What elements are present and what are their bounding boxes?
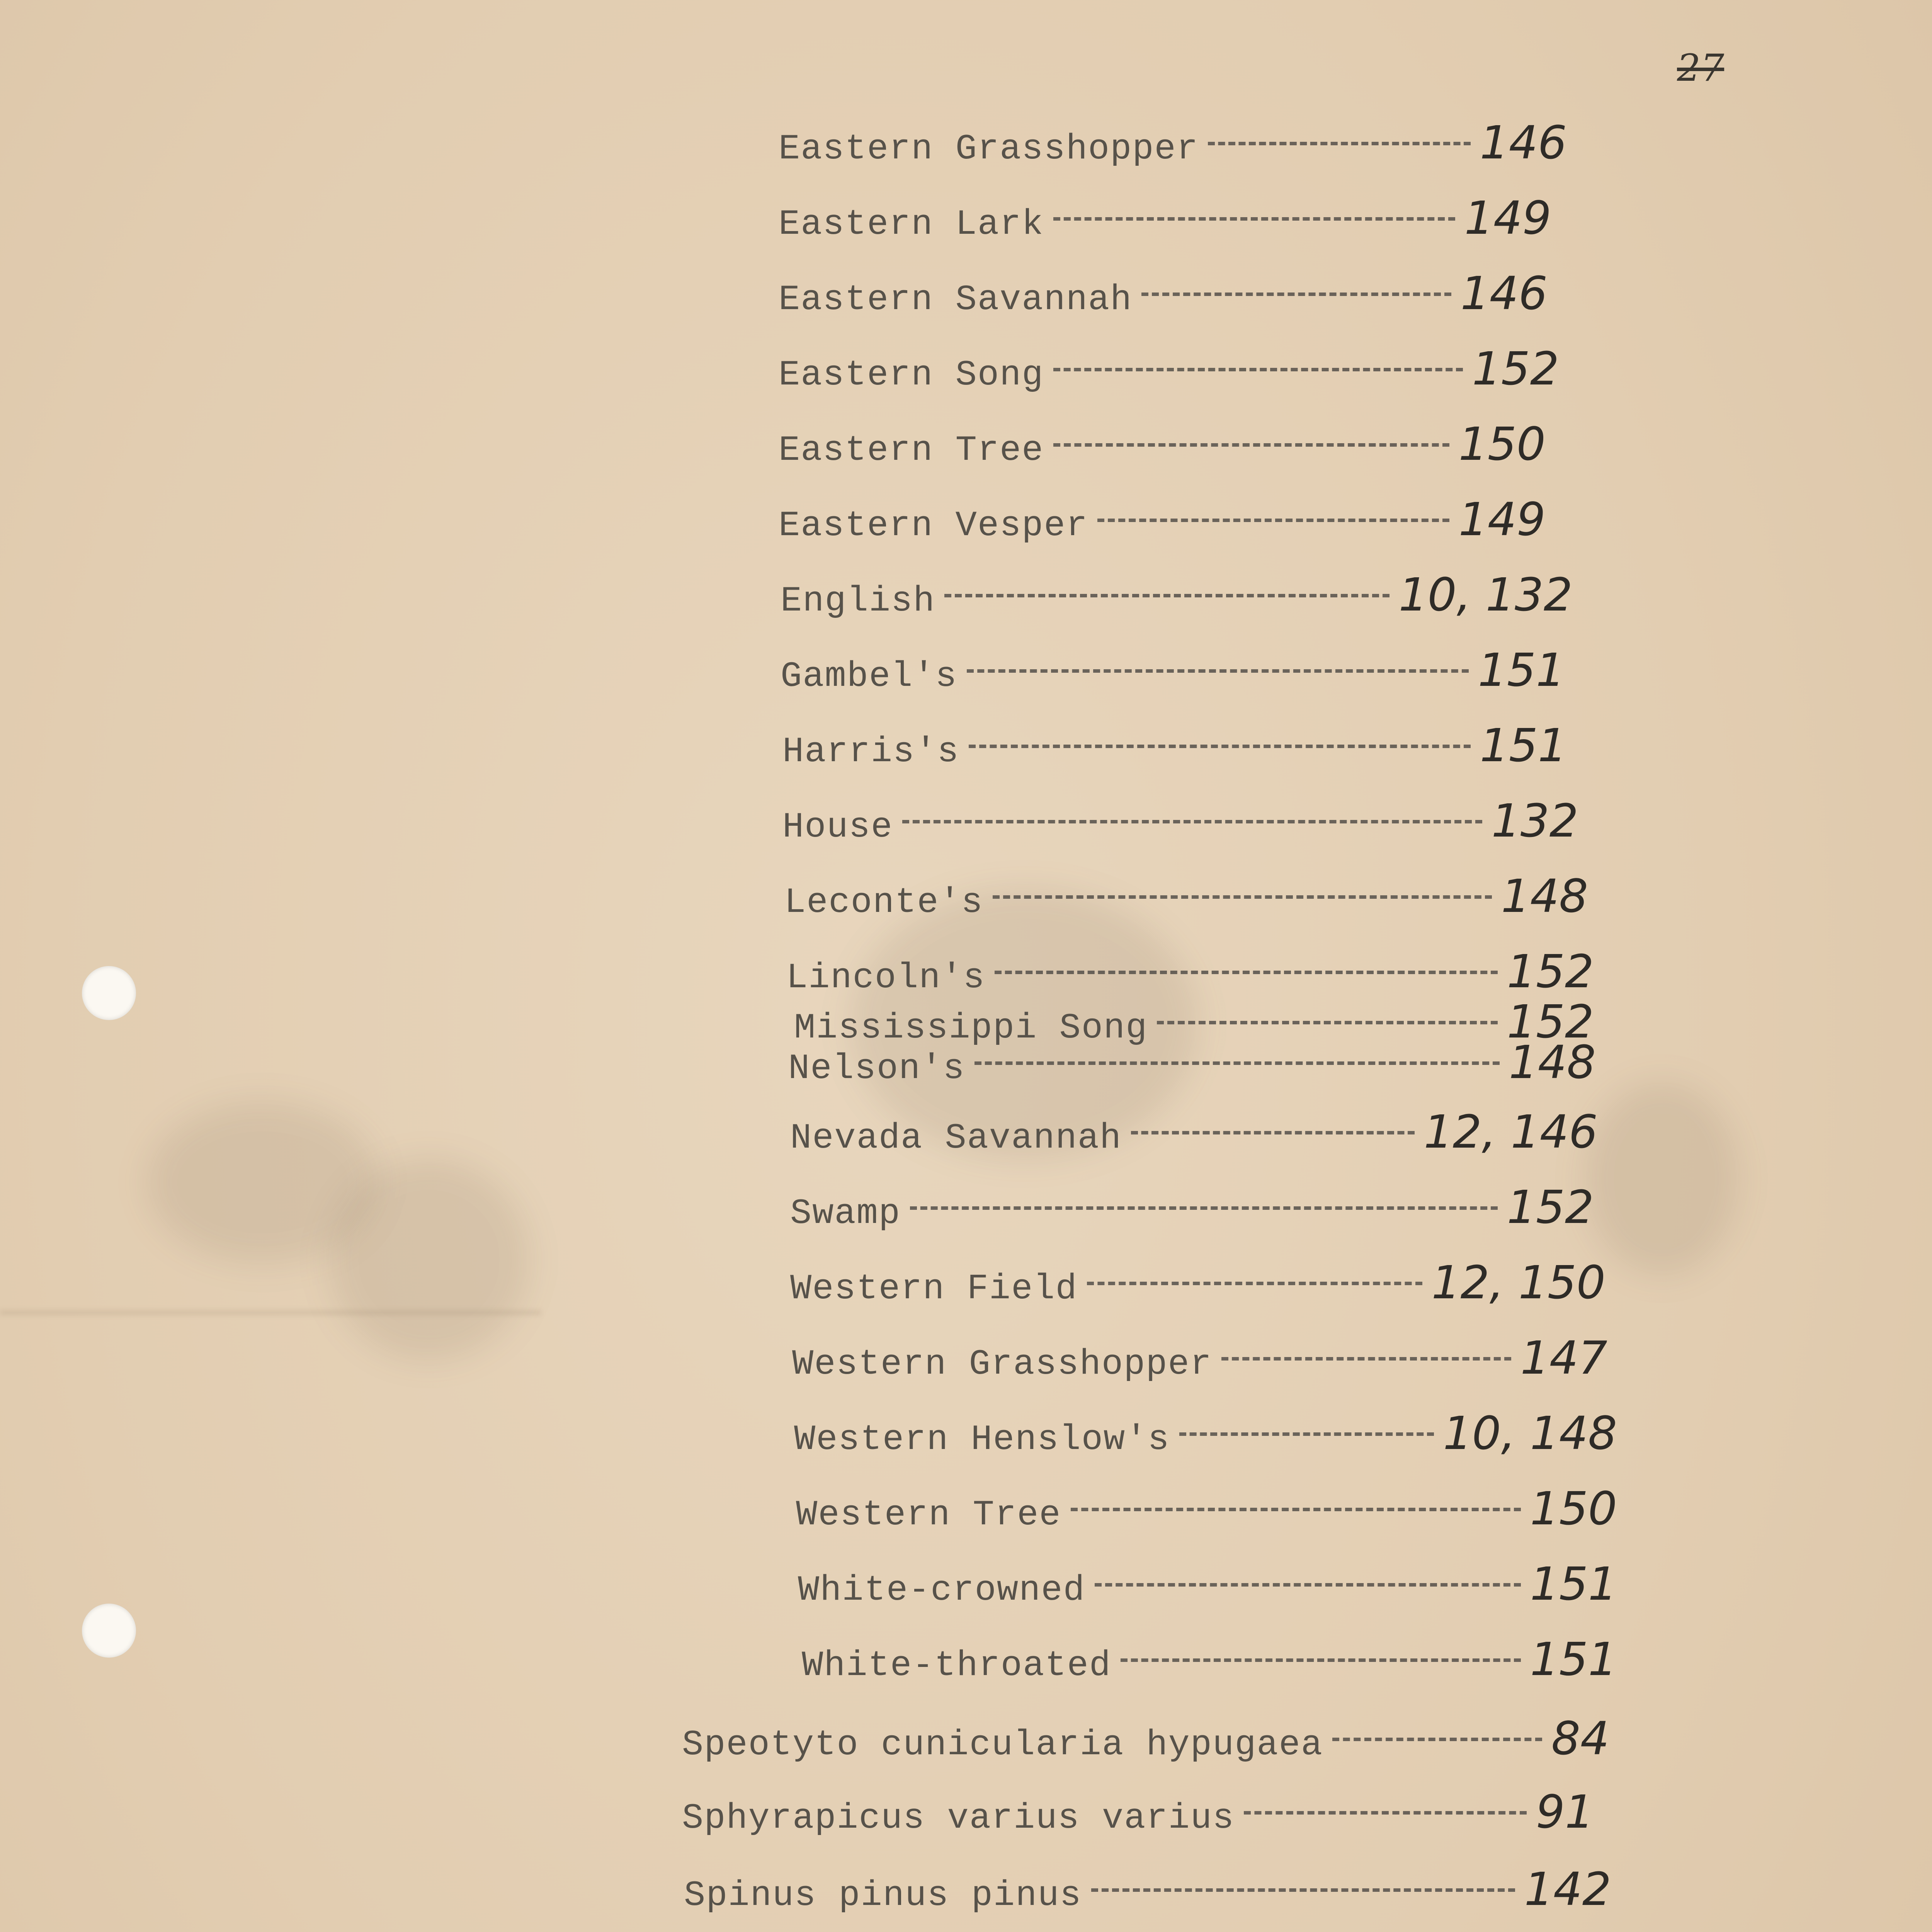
entry-pages: 10, 148 bbox=[1443, 1406, 1617, 1460]
leader-line bbox=[967, 669, 1469, 673]
leader-line bbox=[902, 820, 1482, 823]
entry-name: Nevada Savannah bbox=[790, 1118, 1122, 1158]
entry-pages: 150 bbox=[1530, 1482, 1617, 1535]
index-entry bbox=[781, 568, 1573, 621]
entry-pages: 12, 146 bbox=[1423, 1105, 1598, 1158]
entry-name: English bbox=[781, 581, 935, 621]
entry-name: Lincoln's bbox=[786, 957, 985, 998]
entry-name: Western Henslow's bbox=[794, 1419, 1170, 1460]
leader-line bbox=[1208, 142, 1471, 145]
leader-line bbox=[1221, 1357, 1511, 1361]
index-entry bbox=[779, 342, 1559, 395]
index-entry bbox=[779, 116, 1567, 169]
fold-crease bbox=[0, 1310, 541, 1315]
index-entry bbox=[779, 267, 1548, 320]
leader-line bbox=[1244, 1811, 1527, 1815]
entry-pages: 152 bbox=[1507, 1180, 1594, 1234]
leader-line bbox=[1131, 1131, 1414, 1134]
index-entry bbox=[786, 945, 1594, 998]
entry-pages: 91 bbox=[1536, 1785, 1594, 1838]
index-entry bbox=[779, 191, 1551, 245]
entry-name: Harris's bbox=[782, 731, 959, 772]
index-entry bbox=[802, 1633, 1617, 1686]
index-entry bbox=[782, 794, 1578, 847]
entry-pages: 142 bbox=[1524, 1862, 1611, 1916]
entry-name: Western Field bbox=[790, 1269, 1078, 1309]
index-entry bbox=[784, 869, 1588, 923]
entry-pages: 132 bbox=[1491, 794, 1578, 847]
entry-pages: 151 bbox=[1530, 1557, 1617, 1611]
leader-line bbox=[1095, 1583, 1521, 1587]
index-entry bbox=[798, 1557, 1617, 1611]
entry-pages: 148 bbox=[1509, 1036, 1596, 1089]
entry-pages: 147 bbox=[1520, 1331, 1607, 1384]
smudge-mark bbox=[328, 1159, 529, 1360]
entry-name: Speotyto cunicularia hypugaea bbox=[682, 1725, 1323, 1765]
entry-name: Western Grasshopper bbox=[792, 1344, 1212, 1384]
entry-name: Gambel's bbox=[781, 656, 957, 697]
page-number: 27 bbox=[1677, 46, 1725, 90]
index-entry bbox=[779, 493, 1546, 546]
entry-name: Leconte's bbox=[784, 882, 983, 923]
entry-pages: 146 bbox=[1480, 116, 1567, 169]
entry-name: Eastern Vesper bbox=[779, 505, 1088, 546]
entry-name: House bbox=[782, 807, 893, 847]
index-entry bbox=[788, 1036, 1596, 1089]
entry-pages: 151 bbox=[1480, 719, 1567, 772]
entry-pages: 149 bbox=[1458, 493, 1546, 546]
index-entry bbox=[779, 417, 1546, 471]
leader-line bbox=[1053, 217, 1455, 221]
leader-line bbox=[969, 745, 1471, 748]
leader-line bbox=[1091, 1888, 1515, 1892]
entry-name: Swamp bbox=[790, 1193, 901, 1234]
entry-pages: 151 bbox=[1530, 1633, 1617, 1686]
index-entry bbox=[790, 1105, 1598, 1158]
entry-pages: 12, 150 bbox=[1431, 1256, 1605, 1309]
leader-line bbox=[1053, 368, 1463, 371]
entry-pages: 152 bbox=[1472, 342, 1559, 395]
entry-name: White-throated bbox=[802, 1645, 1111, 1686]
leader-line bbox=[1141, 293, 1451, 296]
punch-hole bbox=[82, 1604, 136, 1658]
index-entry bbox=[782, 719, 1567, 772]
leader-line bbox=[1332, 1738, 1542, 1741]
entry-name: Eastern Savannah bbox=[779, 279, 1133, 320]
leader-line bbox=[1071, 1508, 1521, 1511]
entry-name: Eastern Grasshopper bbox=[779, 129, 1199, 169]
leader-line bbox=[910, 1206, 1498, 1210]
entry-name: Nelson's bbox=[788, 1048, 965, 1089]
leader-line bbox=[975, 1061, 1500, 1065]
entry-pages: 152 bbox=[1507, 945, 1594, 998]
index-entry bbox=[790, 1180, 1594, 1234]
leader-line bbox=[944, 594, 1389, 597]
entry-name: Eastern Lark bbox=[779, 204, 1044, 245]
index-entry bbox=[794, 1406, 1617, 1460]
entry-name: Sphyrapicus varius varius bbox=[682, 1798, 1235, 1838]
index-entry bbox=[682, 1785, 1594, 1838]
entry-pages: 149 bbox=[1464, 191, 1551, 245]
index-entry bbox=[794, 995, 1594, 1048]
index-entry bbox=[792, 1331, 1607, 1384]
index-entry bbox=[781, 643, 1565, 697]
entry-pages: 151 bbox=[1478, 643, 1565, 697]
index-entry bbox=[682, 1712, 1609, 1765]
leader-line bbox=[1179, 1432, 1434, 1436]
index-entry bbox=[790, 1256, 1605, 1309]
entry-pages: 84 bbox=[1551, 1712, 1609, 1765]
entry-name: Mississippi Song bbox=[794, 1008, 1148, 1048]
entry-name: Western Tree bbox=[796, 1495, 1061, 1535]
index-entry bbox=[796, 1482, 1617, 1535]
entry-name: Eastern Tree bbox=[779, 430, 1044, 471]
leader-line bbox=[1121, 1658, 1521, 1662]
entry-pages: 148 bbox=[1501, 869, 1588, 923]
entry-name: Eastern Song bbox=[779, 355, 1044, 395]
leader-line bbox=[1157, 1021, 1497, 1024]
leader-line bbox=[1087, 1282, 1422, 1285]
index-entry bbox=[684, 1862, 1611, 1916]
leader-line bbox=[993, 895, 1492, 899]
entry-name: Spinus pinus pinus bbox=[684, 1875, 1082, 1916]
smudge-mark bbox=[1584, 1082, 1739, 1275]
leader-line bbox=[995, 971, 1498, 974]
leader-line bbox=[1097, 519, 1449, 522]
entry-pages: 10, 132 bbox=[1398, 568, 1573, 621]
entry-pages: 150 bbox=[1458, 417, 1546, 471]
punch-hole bbox=[82, 966, 136, 1020]
entry-pages: 146 bbox=[1460, 267, 1548, 320]
leader-line bbox=[1053, 443, 1449, 447]
entry-pages: 152 bbox=[1507, 995, 1594, 1048]
entry-name: White-crowned bbox=[798, 1570, 1085, 1611]
